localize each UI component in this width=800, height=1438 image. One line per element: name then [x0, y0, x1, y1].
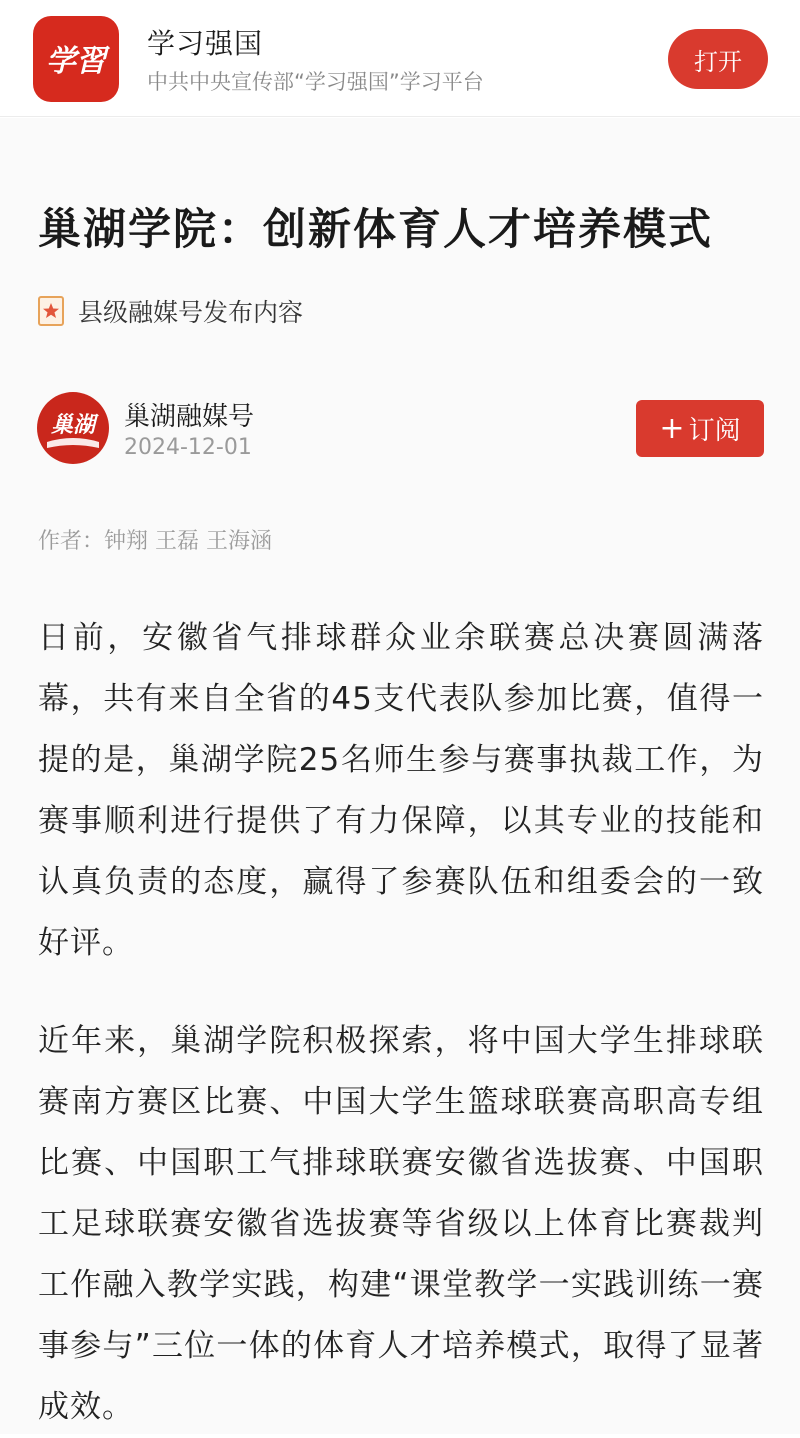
open-app-button[interactable]: 打开 — [668, 29, 768, 89]
xuexi-logo-mark — [33, 16, 119, 102]
article-byline: 作者：钟翔 王磊 王海涵 — [38, 529, 272, 554]
svg-text:巢湖: 巢湖 — [50, 412, 96, 438]
plus-icon: + — [659, 410, 685, 446]
svg-text:学習: 学習 — [46, 44, 106, 79]
app-name: 学习强国 — [147, 27, 264, 60]
subscribe-button[interactable] — [636, 400, 764, 457]
source-tag-label: 县级融媒号发布内容 — [78, 298, 304, 327]
chaohu-logo-mark — [37, 392, 109, 464]
article-title: 巢湖学院：创新体育人才培养模式 — [38, 205, 713, 255]
app-description: 中共中央宣传部“学习强国”学习平台 — [147, 70, 484, 94]
county-media-badge-icon — [38, 296, 64, 326]
article-paragraph: 日前，安徽省气排球群众业余联赛总决赛圆满落幕，共有来自全省的45支代表队参加比赛，值得一提的是，巢湖学院25名师生参与赛事执裁工作，为赛事顺利进行提供了有力保障，以其专业的技能和认真负责的态度，赢得了参赛队伍和组委会的一致好评。 — [38, 620, 764, 961]
xuexi-app-logo[interactable] — [33, 16, 119, 102]
publish-date: 2024-12-01 — [124, 435, 252, 460]
article-paragraph: 近年来，巢湖学院积极探索，将中国大学生排球联赛南方赛区比赛、中国大学生篮球联赛高职高专组比赛、中国职工气排球联赛安徽省选拔赛、中国职工足球联赛安徽省选拔赛等省级以上体育比赛裁判工作融入教学实践，构建“课堂教学一实践训练一赛事参与”三位一体的体育人才培养模式，取得了显著成效。 — [38, 1023, 764, 1425]
publisher-name[interactable]: 巢湖融媒号 — [124, 402, 255, 432]
publisher-avatar[interactable] — [37, 392, 109, 464]
app-download-banner — [0, 0, 800, 117]
source-tag — [38, 294, 303, 328]
article-container — [0, 118, 800, 1434]
subscribe-label: 订阅 — [688, 416, 741, 446]
